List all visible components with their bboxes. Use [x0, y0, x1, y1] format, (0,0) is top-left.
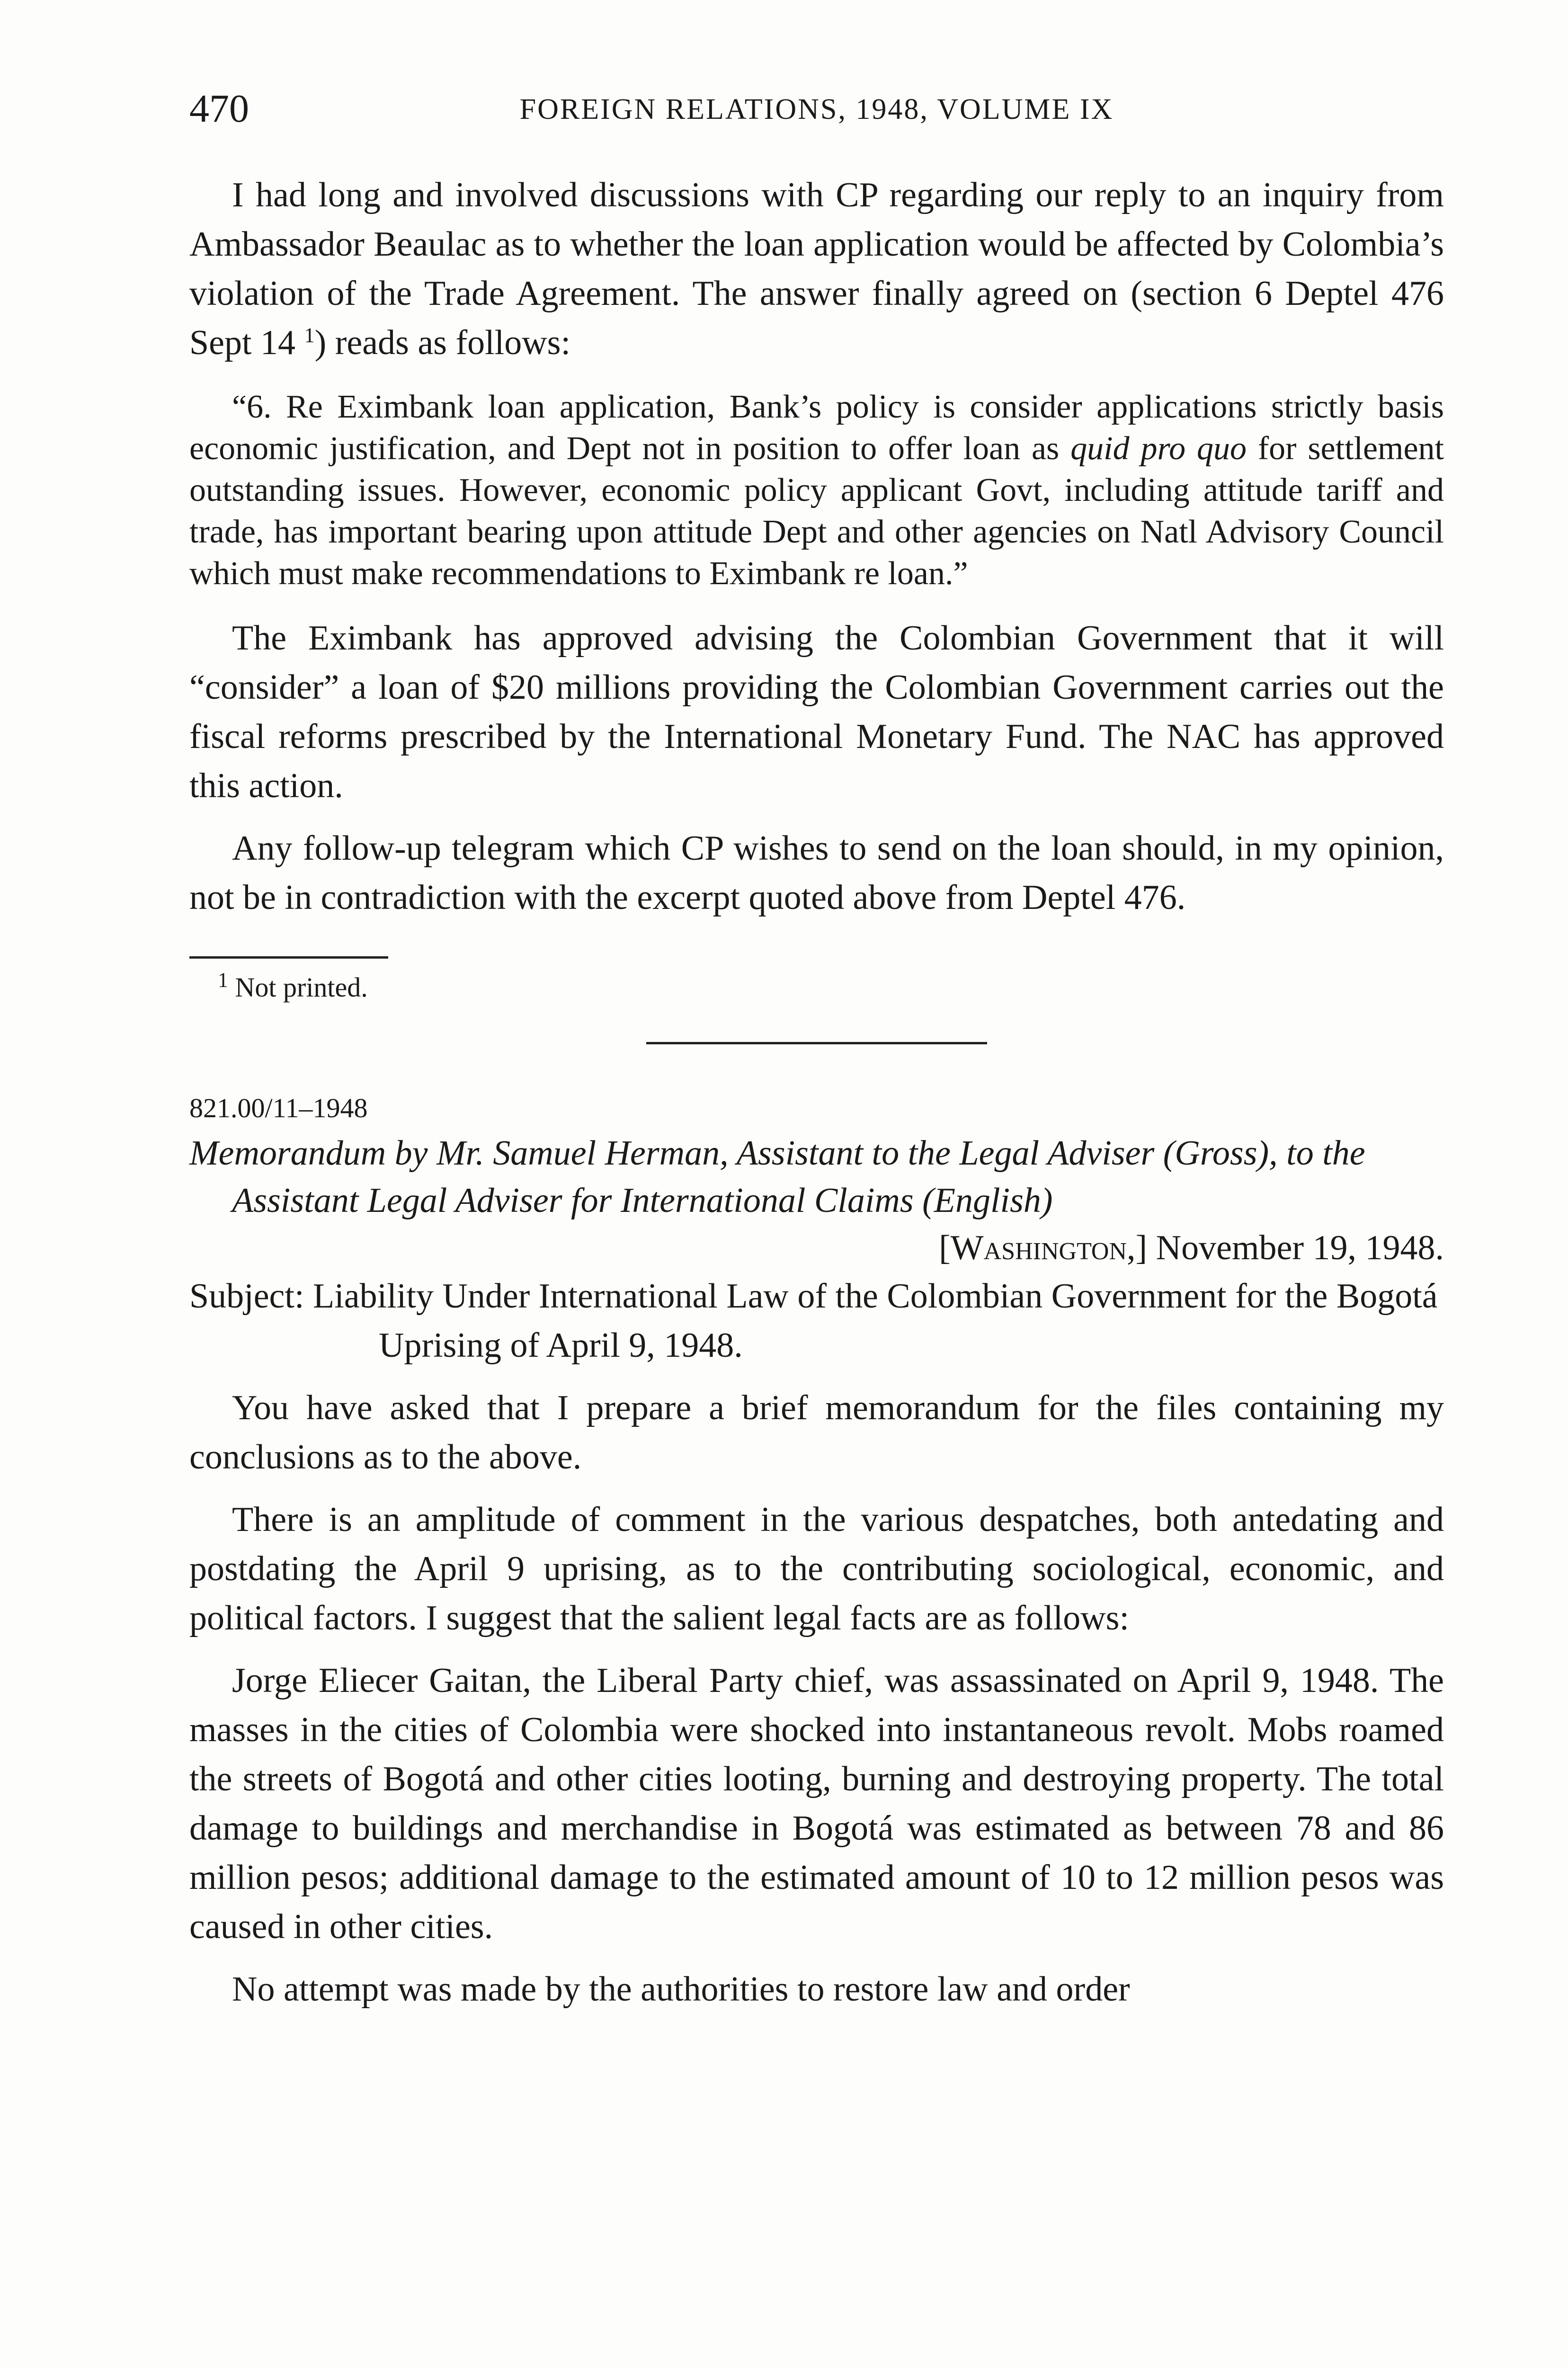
file-number: 821.00/11–1948	[189, 1093, 368, 1123]
page-header	[189, 80, 1444, 142]
page-body	[189, 170, 1444, 2014]
paragraph: There is an amplitude of comment in the various despatches, both antedating and postdating the April 9 uprising, as to the contributing sociological, economic, and political factors. I suggest that the salient legal facts are as follows:	[189, 1500, 1444, 1637]
quote-italic-phrase: quid pro quo	[1070, 430, 1247, 467]
paragraph: You have asked that I prepare a brief memorandum for the files containing my conclusions as to the above.	[189, 1388, 1444, 1477]
dateline	[189, 1224, 1444, 1272]
footnote	[189, 966, 1444, 1009]
subject-text: Liability Under International Law of the Colombian Government for the Bogotá Uprising of April 9, 1948.	[304, 1277, 1438, 1365]
paragraph: No attempt was made by the authorities to restore law and order	[232, 1970, 1130, 2009]
footnote-rule	[189, 956, 388, 959]
quote-paragraph	[189, 386, 1444, 595]
memo-title: Memorandum by Mr. Samuel Herman, Assistant to the Legal Adviser (Gross), to the Assistant Legal Adviser for International Claims (English)	[189, 1134, 1365, 1220]
footnote-reference: 1	[304, 323, 315, 347]
subject-label: Subject:	[189, 1277, 304, 1316]
paragraph: The Eximbank has approved advising the Colombian Government that it will “consider” a loan of $20 millions providing the Colombian Government carries out the fiscal reforms prescribed by the International Monetary Fund. The NAC has approved this action.	[189, 619, 1444, 805]
footnote-mark: 1	[218, 968, 228, 992]
paragraph-text: I had long and involved discussions with CP regarding our reply to an inquiry from Ambassador Beaulac as to whether the loan application would be affected by Colombia’s violation of the Trade Agreement. The answer finally agreed on (section 6 Deptel 476 Sept 14	[189, 176, 1444, 362]
running-head: FOREIGN RELATIONS, 1948, VOLUME IX	[519, 93, 1114, 125]
footnote-text: Not printed.	[228, 972, 368, 1003]
dateline-date: November 19, 1948.	[1147, 1228, 1444, 1267]
paragraph: Any follow-up telegram which CP wishes to send on the loan should, in my opinion, not be in contradiction with the excerpt quoted above from Deptel 476.	[189, 829, 1444, 917]
document-page	[189, 0, 1444, 2367]
quote-text: “6. Re Eximbank loan application, Bank’s policy is consider applications strictly basis economic justification, and Dept not in position to offer loan as	[189, 389, 1444, 467]
paragraph: Jorge Eliecer Gaitan, the Liberal Party chief, was assassinated on April 9, 1948. The masses in the cities of Colombia were shocked into instantaneous revolt. Mobs roamed the streets of Bogotá and other cities looting, burning and destroying property. The total damage to buildings and merchandise in Bogotá was estimated as between 78 and 86 million pesos; additional damage to the estimated amount of 10 to 12 million pesos was caused in other cities.	[189, 1661, 1444, 1946]
quote-text: for settlement outstanding issues. However, economic policy applicant Govt, including attitude tariff and trade, has important bearing upon attitude Dept and other agencies on Natl Advisory Council which must make recommendations to Eximbank re loan.”	[189, 430, 1444, 592]
section-separator	[646, 1042, 987, 1044]
paragraph-text: ) reads as follows:	[314, 323, 571, 362]
paragraph	[189, 170, 1444, 367]
block-quote	[189, 386, 1444, 595]
dateline-place: [Washington,]	[939, 1228, 1148, 1267]
subject-line	[189, 1272, 1444, 1370]
page-number: 470	[189, 87, 249, 131]
